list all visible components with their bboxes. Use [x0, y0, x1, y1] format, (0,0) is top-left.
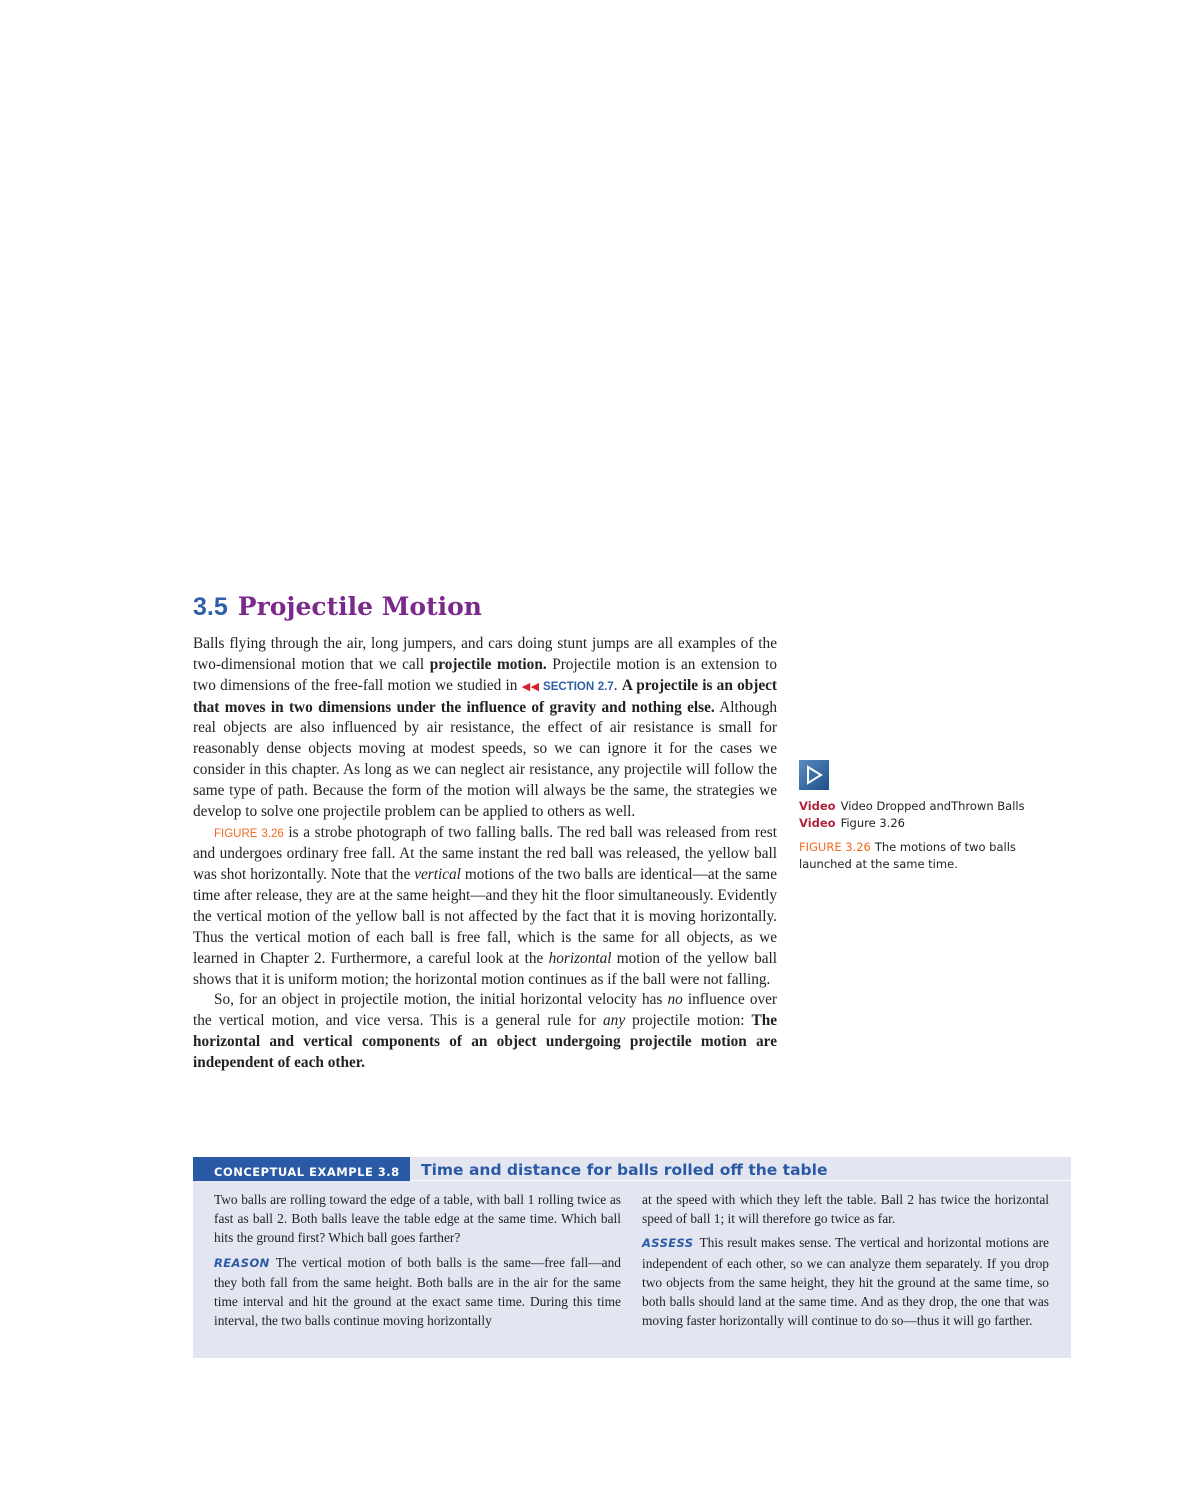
text-segment: influence over the vertical motion, and vice versa. This is a general rule for: [193, 991, 777, 1030]
paragraph: [193, 634, 777, 823]
example-right-column: [642, 1190, 1049, 1335]
paragraph: [193, 990, 777, 1073]
back-arrow-icon: ◀◀: [521, 680, 540, 693]
figure-label: FIGURE 3.26: [799, 840, 871, 854]
example-left-column: [214, 1190, 621, 1335]
video-label: Video: [799, 816, 836, 830]
divider: [410, 1180, 1071, 1181]
example-title: Time and distance for balls rolled off the table: [421, 1161, 828, 1179]
text-segment: Balls flying through the air, long jumpers, and cars doing stunt jumps are all examples of the two-dimensional motion that we call: [193, 635, 777, 673]
text-segment: horizontal: [548, 949, 612, 967]
text-segment: any: [603, 1012, 626, 1030]
section-number: 3.5: [193, 593, 228, 621]
body-text: [193, 634, 777, 1074]
section-heading: [193, 592, 482, 622]
play-video-button[interactable]: [799, 760, 829, 790]
example-reason: [214, 1253, 621, 1331]
conceptual-example-box: [193, 1157, 1071, 1358]
text-segment: So, for an object in projectile motion, the initial horizontal velocity has: [214, 991, 668, 1009]
example-label: CONCEPTUAL EXAMPLE 3.8: [193, 1157, 410, 1181]
reason-text: The vertical motion of both balls is the same—free fall—and they both fall from the same height. Both balls are in the air for the same time interval and hit the ground at the exact same time. During this time interval, the two balls continue moving horizontally: [214, 1254, 621, 1329]
figure-caption-text: The motions of two balls launched at the same time.: [799, 840, 1016, 871]
video-label: Video: [799, 799, 836, 813]
video-title: Video Dropped andThrown Balls: [840, 799, 1025, 813]
reason-tag: REASON: [214, 1255, 270, 1270]
text-segment: projectile motion:: [625, 1012, 752, 1030]
figure-sidebar: [799, 760, 1059, 872]
video-title: Figure 3.26: [840, 816, 905, 830]
video-link-1[interactable]: [799, 798, 1059, 815]
text-segment: is a strobe photograph of two falling balls. The red ball was released from rest and undergoes ordinary free fall. At the same instant the red ball was released, the yellow ball was shot horizontally. Note that the: [193, 823, 777, 884]
text-segment: projectile motion.: [429, 655, 547, 673]
play-icon: [803, 764, 825, 786]
example-question: Two balls are rolling toward the edge of a table, with ball 1 rolling twice as fast as ball 2. Both balls leave the table edge at the same time. Which ball hits the ground first? Which ball goes farther?: [214, 1192, 621, 1246]
section-title: Projectile Motion: [237, 592, 482, 621]
example-assess: [642, 1233, 1049, 1330]
assess-text: This result makes sense. The vertical and horizontal motions are independent of each other, so we can analyze them separately. If you drop two objects from the same height, they hit the ground at the same time, so both balls should land at the same time. And as they drop, the one that was moving faster horizontally will continue to do so—thus it will go farther.: [642, 1235, 1049, 1329]
figure-reference[interactable]: FIGURE 3.26: [214, 827, 284, 840]
reason-text-continued: at the speed with which they left the table. Ball 2 has twice the horizontal speed of ball 1; it will therefore go twice as far.: [642, 1192, 1049, 1227]
text-segment: motion of the yellow ball shows that it is uniform motion; the horizontal motion continues as if the ball were not falling.: [193, 949, 778, 988]
video-link-2[interactable]: [799, 815, 1059, 832]
paragraph: [193, 823, 777, 991]
text-segment: The horizontal and vertical components of an object undergoing projectile motion are independent of each other.: [193, 1012, 778, 1071]
text-segment: A projectile is an object that moves in two dimensions under the influence of gravity and nothing else.: [193, 676, 777, 716]
text-segment: Although real objects are also influenced by air resistance, the effect of air resistance is small for reasonably dense objects moving at modest speeds, so we can ignore it for the cases we consider in this chapter. As long as we can neglect air resistance, any projectile will follow the same type of path. Because the form of the motion will always be the same, the strategies we develop to solve one projectile problem can be applied to others as well.: [193, 698, 777, 820]
assess-tag: ASSESS: [642, 1236, 694, 1251]
text-segment: no: [667, 991, 683, 1009]
text-segment: vertical: [414, 866, 461, 884]
text-segment: Projectile motion is an extension to two dimensions of the free-fall motion we studied in: [193, 655, 778, 694]
figure-caption: [799, 839, 1059, 872]
section-link[interactable]: SECTION 2.7: [539, 680, 614, 693]
text-segment: motions of the two balls are identical—at the same time after release, they are at the same height—and they hit the floor simultaneously. Evidently the vertical motion of the yellow ball is not affected by the fact that it is moving horizontally. Thus the vertical motion of each ball is free fall, which is the same for all objects, as we learned in Chapter 2. Furthermore, a careful look at the: [193, 866, 777, 967]
text-segment: .: [613, 676, 622, 694]
